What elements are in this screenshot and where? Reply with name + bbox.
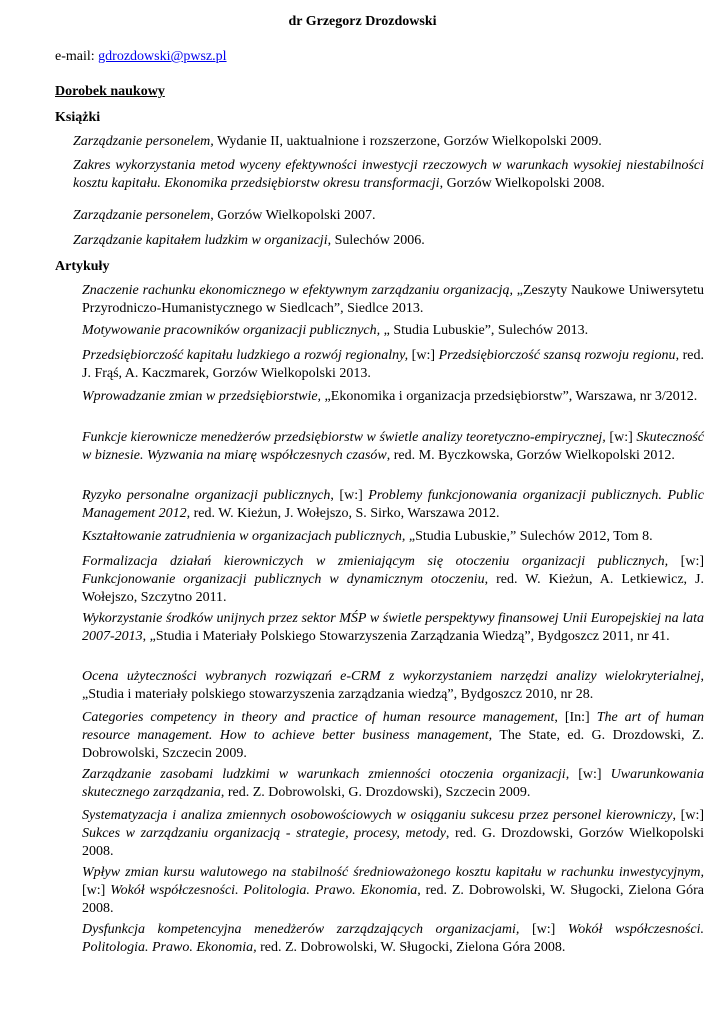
article-title: Przedsiębiorczość kapitału ludzkiego a rozwój regionalny, [82, 348, 409, 363]
article-entry [82, 807, 704, 861]
book-entry [73, 232, 704, 250]
article-entry [82, 282, 704, 318]
article-details: , „Studia i Materiały Polskiego Stowarzyszenia Zarządzania Wiedzą”, Bydgoszcz 2011, nr 41. [142, 629, 670, 644]
article-title: Zarządzanie zasobami ludzkimi w warunkach zmienności otoczenia organizacji, [82, 767, 570, 782]
article-entry [82, 709, 704, 763]
book-details: , Gorzów Wielkopolski 2007. [210, 208, 376, 223]
book-entry [73, 207, 704, 225]
book-title: Zarządzanie personelem [73, 208, 211, 223]
book-title: Zakres wykorzystania metod wyceny efektywności inwestycji rzeczowych w warunkach wysokiej niestabilności kosztu kapitału. Ekonomika przedsiębiorstw okresu transformacji [73, 158, 704, 191]
article-entry [82, 766, 704, 802]
publication-title: Uwarunkowania skutecznego zarządzania [82, 767, 704, 800]
article-title: Motywowanie pracowników organizacji publicznych, [82, 323, 381, 338]
email-label: e-mail: [55, 49, 99, 64]
article-entry [82, 429, 704, 465]
books-heading: Książki [55, 110, 101, 125]
article-connector: [w:] [668, 554, 705, 569]
article-title: Wpływ zmian kursu walutowego na stabilność średnioważonego kosztu kapitału w rachunku inwestycyjnym, [82, 865, 704, 880]
article-connector: [w:] [408, 348, 439, 363]
article-title: Ryzyko personalne organizacji publicznych [82, 488, 331, 503]
article-details: „Studia Lubuskie,” Sulechów 2012, Tom 8. [405, 529, 653, 544]
book-details: Wydanie II, uaktualnione i rozszerzone, Gorzów Wielkopolski 2009. [213, 134, 602, 149]
email-link[interactable]: gdrozdowski@pwsz.pl [98, 49, 227, 64]
article-details: , red. Z. Dobrowolski, W. Sługocki, Zielona Góra 2008. [82, 883, 705, 916]
article-connector: [w:] [605, 430, 637, 445]
publication-title: Sukces w zarządzaniu organizacją - strategie, procesy, metody [82, 826, 446, 841]
article-details: red. Z. Dobrowolski, W. Sługocki, Zielona Góra 2008. [256, 940, 566, 955]
article-details: The State, ed. G. Drozdowski, Z. Dobrowolski, Szczecin 2009. [82, 728, 704, 761]
publication-title: Wokół współczesności. Politologia. Prawo. Ekonomia, [82, 922, 704, 955]
book-entry [73, 157, 704, 193]
email-line [55, 48, 227, 66]
article-connector: , [In:] [554, 710, 597, 725]
article-entry [82, 610, 704, 646]
article-details: „ Studia Lubuskie”, Sulechów 2013. [380, 323, 589, 338]
publication-title: Funkcjonowanie organizacji publicznych w dynamicznym otoczeniu [82, 572, 485, 587]
article-title: Categories competency in theory and practice of human resource management [82, 710, 555, 725]
article-entry [82, 322, 704, 340]
article-details: , red. J. Frąś, A. Kaczmarek, Gorzów Wielkopolski 2013. [82, 348, 704, 381]
article-details: red. W. Kieżun, J. Wołejszo, S. Sirko, Warszawa 2012. [190, 506, 500, 521]
book-title: Zarządzanie personelem, [73, 134, 214, 149]
book-details: , Gorzów Wielkopolski 2008. [439, 176, 605, 191]
article-connector: [w:] [569, 767, 611, 782]
article-title: Wprowadzanie zmian w przedsiębiorstwie, [82, 389, 322, 404]
article-entry [82, 668, 704, 704]
article-entry [82, 864, 704, 918]
article-connector: [w:] [519, 922, 568, 937]
author-name: dr Grzegorz Drozdowski [288, 14, 437, 29]
publication-title: Przedsiębiorczość szansą rozwoju regionu [438, 348, 676, 363]
article-title: Dysfunkcja kompetencyjna menedżerów zarządzających organizacjami, [82, 922, 520, 937]
article-details: , red. M. Byczkowska, Gorzów Wielkopolski 2012. [386, 448, 675, 463]
article-title: Systematyzacja i analiza zmiennych osobowościowych w osiąganiu sukcesu przez personel kierowniczy [82, 808, 673, 823]
article-title: Wykorzystanie środków unijnych przez sektor MŚP w świetle perspektywy finansowej Unii Europejskiej na lata 2007-2013 [82, 611, 704, 644]
publication-title: Problemy funkcjonowania organizacji publicznych. Public Management 2012, [82, 488, 704, 521]
publication-title: Wokół współczesności. Politologia. Prawo. Ekonomia [110, 883, 418, 898]
article-title: Formalizacja działań kierowniczych w zmieniającym się otoczeniu organizacji publicznych, [82, 554, 669, 569]
article-details: , red. W. Kieżun, A. Letkiewicz, J. Wołejszo, Szczytno 2011. [82, 572, 704, 605]
article-title: Ocena użyteczności wybranych rozwiązań e-CRM z wykorzystaniem narzędzi analizy wielokryterialnej [82, 669, 701, 684]
book-entry [73, 133, 704, 151]
article-entry [82, 347, 704, 383]
article-entry [82, 487, 704, 523]
article-details: , red. Z. Dobrowolski, G. Drozdowski), Szczecin 2009. [220, 785, 531, 800]
article-title: Znaczenie rachunku ekonomicznego w efektywnym zarządzaniu organizacją, [82, 283, 513, 298]
book-details: , Sulechów 2006. [327, 233, 425, 248]
article-entry [82, 388, 704, 406]
article-details: , „Studia i materiały polskiego stowarzyszenia zarządzania wiedzą”, Bydgoszcz 2010, nr 28. [82, 669, 704, 702]
book-title: Zarządzanie kapitałem ludzkim w organizacji [73, 233, 328, 248]
article-details: „Zeszyty Naukowe Uniwersytetu Przyrodniczo-Humanistycznego w Siedlcach”, Siedlce 2013. [82, 283, 704, 316]
publication-title: The art of human resource management. How to achieve better business management, [82, 710, 704, 743]
article-entry [82, 528, 704, 546]
articles-heading: Artykuły [55, 259, 110, 274]
article-details: „Ekonomika i organizacja przedsiębiorstw”, Warszawa, nr 3/2012. [321, 389, 698, 404]
article-connector: , [w:] [330, 488, 369, 503]
article-title: Funkcje kierownicze menedżerów przedsiębiorstw w świetle analizy teoretyczno-empirycznej, [82, 430, 606, 445]
publication-title: Skuteczność w biznesie. Wyzwania na miarę współczesnych czasów [82, 430, 705, 463]
article-title: Kształtowanie zatrudnienia w organizacjach publicznych, [82, 529, 406, 544]
main-heading: Dorobek naukowy [55, 84, 165, 99]
article-connector: [w:] [82, 883, 111, 898]
article-details: , red. G. Drozdowski, Gorzów Wielkopolski 2008. [82, 826, 704, 859]
article-connector: , [w:] [672, 808, 704, 823]
article-entry [82, 921, 704, 957]
article-entry [82, 553, 704, 607]
